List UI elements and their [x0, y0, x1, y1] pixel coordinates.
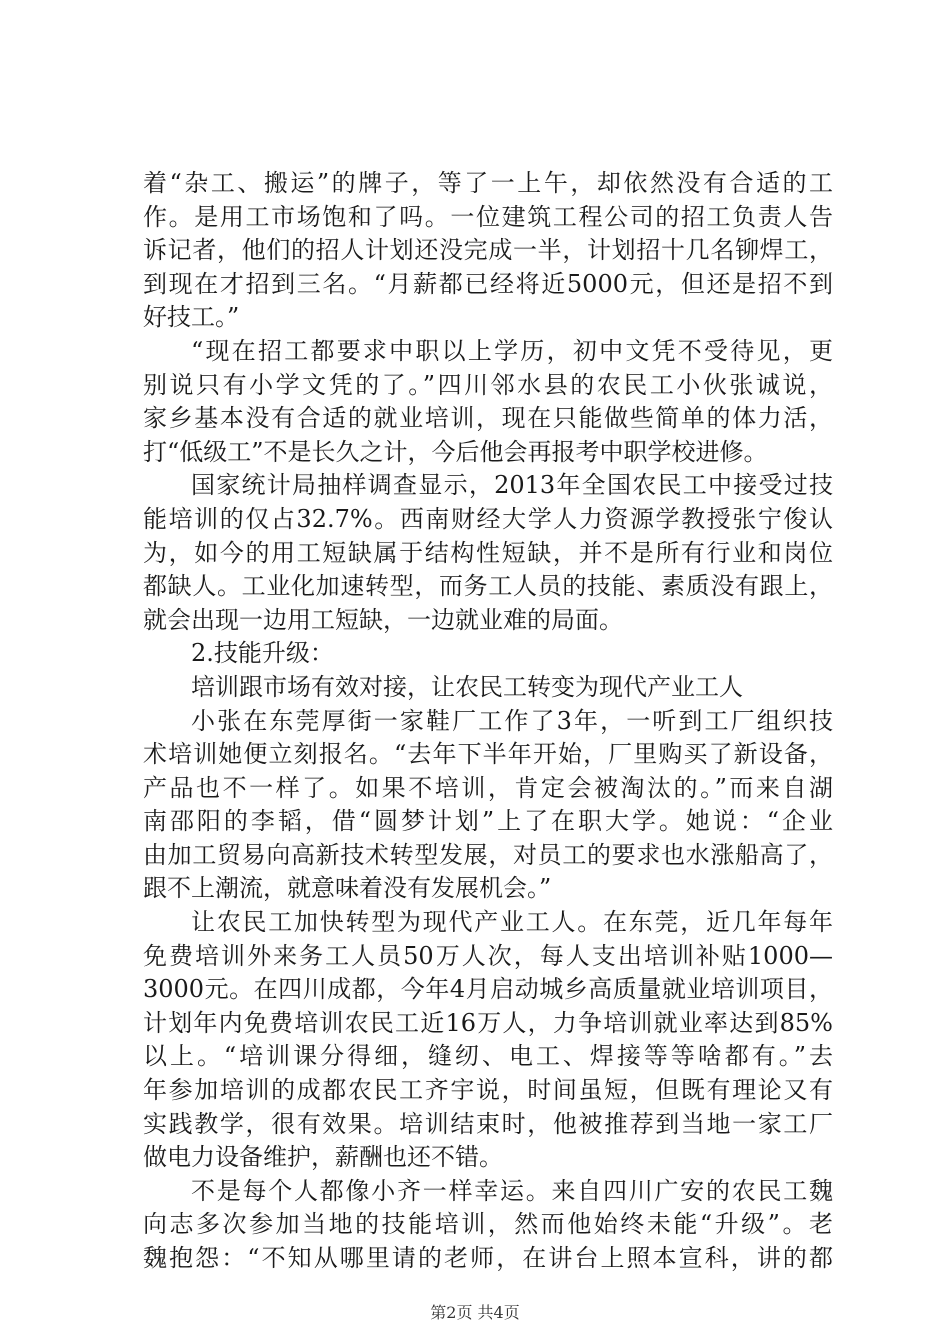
text-line: 小张在东莞厚街一家鞋厂工作了3年，一听到工厂组织技 [191, 706, 833, 735]
text-line: 家乡基本没有合适的就业培训，现在只能做些简单的体力活， [143, 404, 833, 433]
text-line: 别说只有小学文凭的了。”四川邻水县的农民工小伙张诚说， [143, 370, 833, 399]
text-line: 不是每个人都像小齐一样幸运。来自四川广安的农民工魏 [191, 1176, 833, 1205]
text-line: 术培训她便立刻报名。“去年下半年开始，厂里购买了新设备， [143, 740, 833, 769]
text-line: 就会出现一边用工短缺，一边就业难的局面。 [143, 605, 623, 634]
text-line: 做电力设备维护，薪酬也还不错。 [143, 1143, 503, 1172]
text-line: 到现在才招到三名。“月薪都已经将近5000元，但还是招不到 [143, 269, 833, 298]
text-line: 2.技能升级： [191, 639, 334, 668]
page-footer: 第2页 共4页 [430, 1303, 520, 1322]
text-line: 向志多次参加当地的技能培训，然而他始终未能“升级”。老 [143, 1210, 833, 1239]
text-line: 以上。“培训课分得细，缝纫、电工、焊接等等啥都有。”去 [143, 1042, 833, 1071]
text-line: 好技工。” [143, 303, 240, 332]
text-line: 魏抱怨：“不知从哪里请的老师，在讲台上照本宣科，讲的都 [143, 1244, 833, 1272]
paragraph [143, 637, 833, 671]
paragraph [143, 671, 833, 705]
text-line: 打“低级工”不是长久之计，今后他会再报考中职学校进修。 [143, 437, 768, 466]
text-line: 着“杂工、搬运”的牌子，等了一上午，却依然没有合适的工 [143, 169, 833, 197]
paragraph [143, 167, 833, 335]
text-line: 国家统计局抽样调查显示，2013年全国农民工中接受过技 [191, 471, 833, 500]
text-line: 作。是用工市场饱和了吗。一位建筑工程公司的招工负责人告 [143, 202, 833, 231]
text-line: 实践教学，很有效果。培训结束时，他被推荐到当地一家工厂 [143, 1109, 833, 1138]
text-line: 计划年内免费培训农民工近16万人，力争培训就业率达到85% [143, 1008, 833, 1037]
text-line: 年参加培训的成都农民工齐宇说，时间虽短，但既有理论又有 [143, 1076, 833, 1105]
text-line: 南邵阳的李韬，借“圆梦计划”上了在职大学。她说：“企业 [143, 807, 833, 836]
paragraph [143, 469, 833, 637]
text-line: 3000元。在四川成都，今年4月启动城乡高质量就业培训项目， [143, 975, 833, 1004]
text-line: 都缺人。工业化加速转型，而务工人员的技能、素质没有跟上， [143, 572, 833, 601]
document-body [143, 167, 833, 1276]
paragraph [143, 1175, 833, 1276]
text-line: 由加工贸易向高新技术转型发展，对员工的要求也水涨船高了， [143, 840, 833, 869]
paragraph [143, 335, 833, 469]
text-line: 跟不上潮流，就意味着没有发展机会。” [143, 874, 552, 903]
text-line: 为，如今的用工短缺属于结构性短缺，并不是所有行业和岗位 [143, 538, 833, 567]
text-line: 免费培训外来务工人员50万人次，每人支出培训补贴1000— [143, 941, 833, 970]
paragraph [143, 906, 833, 1175]
text-line: 能培训的仅占32.7%。西南财经大学人力资源学教授张宁俊认 [143, 504, 833, 533]
text-line: 培训跟市场有效对接，让农民工转变为现代产业工人 [191, 672, 743, 701]
text-line: 让农民工加快转型为现代产业工人。在东莞，近几年每年 [191, 908, 833, 937]
text-line: 诉记者，他们的招人计划还没完成一半，计划招十几名铆焊工， [143, 236, 833, 265]
paragraph [143, 705, 833, 907]
text-line: 产品也不一样了。如果不培训，肯定会被淘汰的。”而来自湖 [143, 773, 833, 802]
text-line: “现在招工都要求中职以上学历，初中文凭不受待见，更 [191, 336, 833, 365]
